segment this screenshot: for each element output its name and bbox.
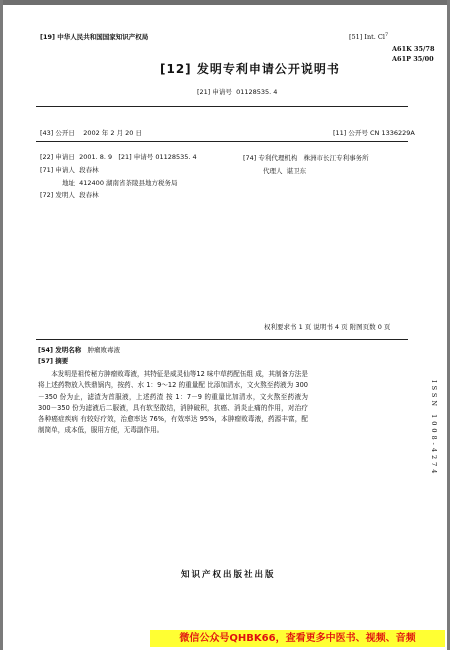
ipc-class-2: A61P 35/00 (392, 55, 434, 63)
applicant: [71] 申请人 段春林 (40, 166, 99, 174)
header-divider (36, 106, 408, 107)
publisher-footer: 知识产权出版社出版 (181, 570, 276, 580)
publication-date: [43] 公开日 2002 年 2 月 20 日 (40, 129, 142, 137)
patent-agency: [74] 专利代理机构 株洲市长江专利事务所 (243, 154, 369, 162)
window-top-border (0, 0, 450, 5)
publication-number: [11] 公开号 CN 1336229A (333, 129, 415, 137)
pub-divider (36, 141, 408, 142)
filing-date: [22] 申请日 2001. 8. 9 [21] 申请号 01128535. 4 (40, 153, 197, 161)
issn-number: ISSN 1008-4274 (430, 380, 438, 477)
applicant-address: 地址 412400 湖南省茶陵县地方税务局 (62, 179, 178, 187)
biblio-divider (36, 339, 408, 340)
abstract-label: [57] 摘要 (38, 357, 69, 365)
patent-agent: 代理人 谌卫东 (263, 167, 307, 175)
abstract-text: 本发明是祖传秘方肿瘤败毒液，其特征是威灵仙等12 味中草药配伍组 成，其制备方法是将上述药物放入铁鼎锅内，按药、水 1：9～12 的重量配 比添加清水，文火熬至药液为 300－350 份为止，滤渣为首服液，上述药渣 按 1：7－9 的重量比加清水，文火熬至药液为 300－350 份为滤液后二服液，具有软坚散结，消肿破积，抗癌、消炎止痛的作用，对治疗各种癌症疾病 有较好疗效，治愈率达 76%，有效率达 95%，本肿瘤败毒液，药源丰富，配制简单，成本低，服用方便，无毒副作用。 (38, 370, 308, 435)
document-title: [12] 发明专利申请公开说明书 (160, 62, 340, 76)
application-number: [21] 申请号 01128535. 4 (197, 88, 278, 96)
ipc-class-1: A61K 35/78 (392, 45, 435, 53)
invention-name: [54] 发明名称 肿瘤败毒液 (38, 346, 120, 354)
inventor: [72] 发明人 段春林 (40, 191, 99, 199)
window-left-border (0, 0, 3, 650)
intcl-label: [51] Int. Cl$^7$ (349, 32, 389, 42)
page-counts: 权利要求书 1 页 说明书 4 页 附图页数 0 页 (264, 323, 391, 331)
patent-office: [19] 中华人民共和国国家知识产权局 (40, 33, 149, 41)
wechat-banner: 微信公众号QHBK66，查看更多中医书、视频、音频 (150, 630, 445, 647)
